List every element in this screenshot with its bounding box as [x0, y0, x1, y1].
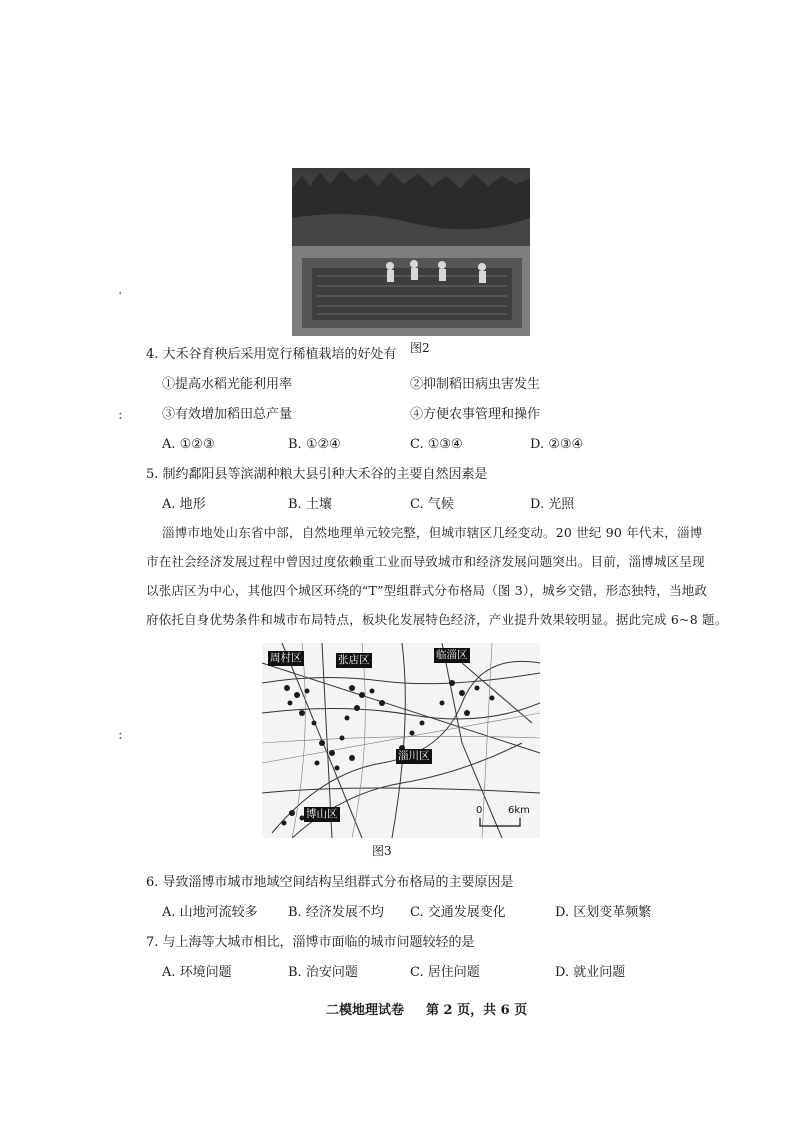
q5-option-a: A. 地形 — [162, 497, 206, 512]
district-label-zichuan: 淄川区 — [398, 750, 430, 762]
q4-option-b: B. ①②④ — [288, 437, 341, 452]
passage-line-3: 以张店区为中心，其他四个城区环绕的“T”型组群式分布格局（图 3），城乡交错，形态独特，当地政 — [146, 583, 708, 598]
figure3-caption: 图3 — [372, 844, 392, 858]
q6-stem: 6. 导致淄博市城市地域空间结构呈组群式分布格局的主要原因是 — [146, 875, 514, 890]
q4-stem: 4. 大禾谷育秧后采用宽行稀植栽培的好处有 — [146, 347, 397, 362]
scale-zero-label: 0 — [476, 805, 483, 816]
q7-stem: 7. 与上海等大城市相比，淄博市面临的城市问题较轻的是 — [146, 935, 475, 950]
district-label-linzi: 临淄区 — [436, 649, 468, 661]
passage-line-2: 市在社会经济发展过程中曾因过度依赖重工业而导致城市和经济发展问题突出。目前，淄博城区呈现 — [146, 554, 705, 569]
q4-option-a: A. ①②③ — [162, 437, 215, 452]
q4-item-3: ③有效增加稻田总产量 — [162, 407, 293, 422]
q4-item-4: ④方便农事管理和操作 — [410, 407, 541, 422]
rice-field-photo — [292, 168, 530, 336]
q5-option-c: C. 气候 — [410, 497, 454, 512]
q6-option-d: D. 区划变革频繁 — [555, 905, 652, 920]
q4-item-2: ②抑制稻田病虫害发生 — [410, 377, 541, 392]
passage-line-1: 淄博市地处山东省中部，自然地理单元较完整，但城市辖区几经变动。20 世纪 90 年代末，淄博 — [162, 525, 703, 540]
scale-distance-label: 6km — [508, 805, 530, 816]
scan-speck: : — [118, 727, 123, 743]
district-label-zhoucun: 周村区 — [270, 652, 302, 664]
q5-option-d: D. 光照 — [530, 497, 575, 512]
passage-line-4: 府依托自身优势条件和城市布局特点，板块化发展特色经济，产业提升效果较明显。据此完成 6~8 题。 — [146, 612, 728, 627]
q6-option-b: B. 经济发展不均 — [288, 905, 384, 920]
district-label-boshan: 博山区 — [306, 808, 338, 820]
q5-option-b: B. 土壤 — [288, 497, 332, 512]
figure2-caption: 图2 — [410, 341, 430, 355]
district-label-zhangdian: 张店区 — [338, 654, 370, 666]
q5-stem: 5. 制约鄱阳县等滨湖种粮大县引种大禾谷的主要自然因素是 — [146, 467, 488, 482]
footer-page-number: 第 2 页，共 6 页 — [426, 1003, 528, 1018]
footer-exam-title: 二模地理试卷 — [326, 1003, 405, 1018]
q7-option-d: D. 就业问题 — [555, 965, 626, 980]
q6-option-c: C. 交通发展变化 — [410, 905, 506, 920]
q4-option-c: C. ①③④ — [410, 437, 463, 452]
q6-option-a: A. 山地河流较多 — [162, 905, 258, 920]
q4-item-1: ①提高水稻光能利用率 — [162, 377, 293, 392]
scan-speck: : — [118, 407, 123, 423]
q7-option-b: B. 治安问题 — [288, 965, 358, 980]
zibo-district-map — [262, 643, 540, 838]
q7-option-a: A. 环境问题 — [162, 965, 232, 980]
q4-option-d: D. ②③④ — [530, 437, 584, 452]
q7-option-c: C. 居住问题 — [410, 965, 480, 980]
scan-speck: · — [118, 286, 123, 302]
